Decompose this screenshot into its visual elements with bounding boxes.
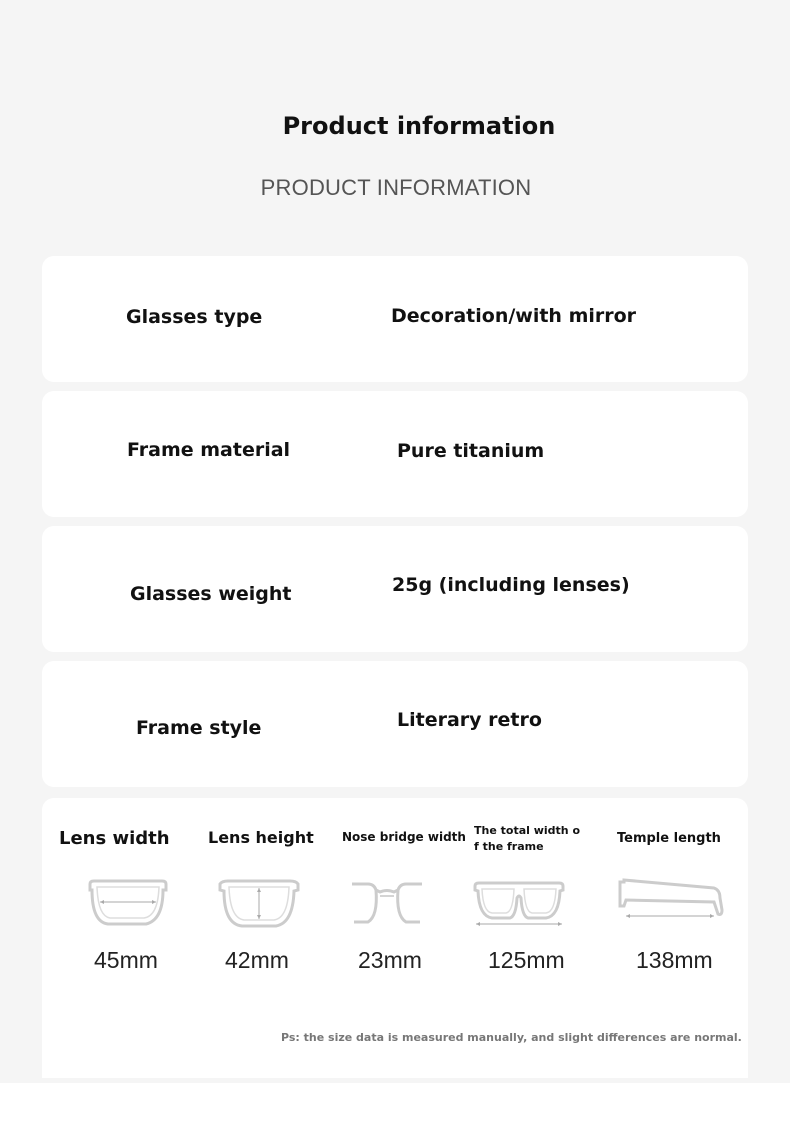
size-label-total-width: The total width o f the frame — [474, 824, 581, 853]
spec-value: Pure titanium — [397, 440, 545, 462]
spec-label: Frame style — [136, 717, 262, 739]
total-width-icon — [472, 880, 566, 928]
bottom-strip — [0, 1083, 790, 1125]
lens-width-icon — [86, 878, 170, 928]
spec-value: 25g (including lenses) — [392, 574, 630, 596]
size-value-total-width: 125mm — [488, 947, 565, 973]
spec-value: Decoration/with mirror — [391, 305, 637, 327]
size-value-lens-height: 42mm — [225, 947, 289, 973]
spec-value: Literary retro — [397, 709, 542, 731]
spec-label: Glasses type — [126, 306, 263, 328]
spec-card-frame-material — [42, 391, 748, 517]
size-value-nose-bridge: 23mm — [358, 947, 422, 973]
size-value-temple-length: 138mm — [636, 947, 713, 973]
size-value-lens-width: 45mm — [94, 947, 158, 973]
spec-card-glasses-weight — [42, 526, 748, 652]
nose-bridge-icon — [350, 880, 424, 926]
size-section — [42, 798, 748, 1078]
size-label-temple-length: Temple length — [617, 831, 721, 846]
temple-length-icon — [616, 876, 730, 926]
spec-label: Frame material — [127, 439, 291, 461]
size-label-lens-width: Lens width — [59, 828, 170, 849]
spec-card-glasses-type — [42, 256, 748, 382]
lens-height-icon — [216, 878, 302, 930]
size-note: Ps: the size data is measured manually, and slight differences are normal. — [281, 1031, 742, 1044]
size-label-lens-height: Lens height — [208, 828, 314, 847]
page-subtitle: PRODUCT INFORMATION — [260, 175, 532, 200]
spec-label: Glasses weight — [130, 583, 292, 605]
page-title: Product information — [282, 112, 556, 140]
size-label-nose-bridge: Nose bridge width — [342, 830, 466, 844]
spec-card-frame-style — [42, 661, 748, 787]
